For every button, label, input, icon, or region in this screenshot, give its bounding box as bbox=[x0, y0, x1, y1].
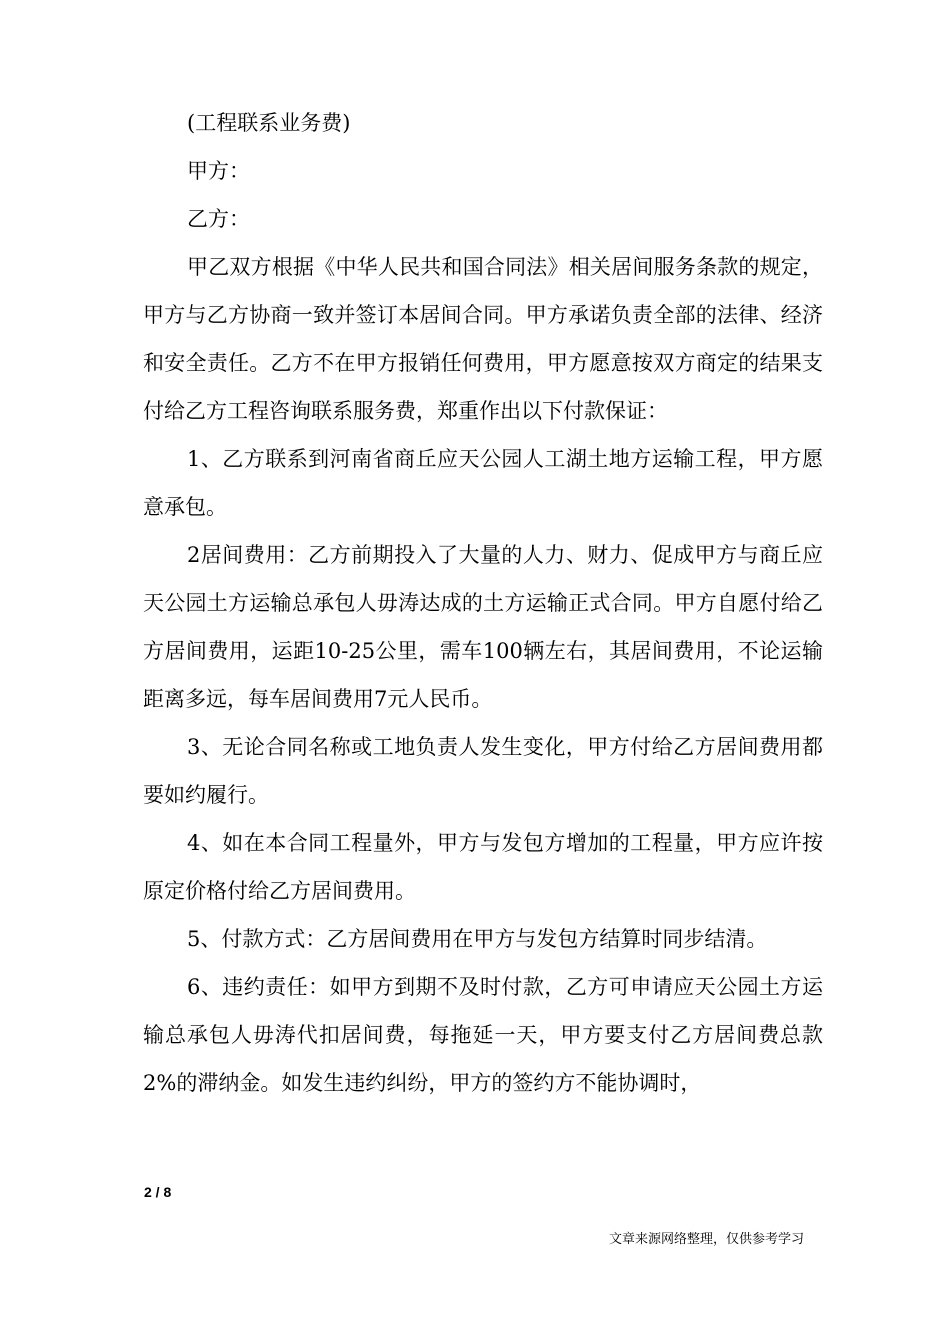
clause-5: 5、付款方式：乙方居间费用在甲方与发包方结算时同步结清。 bbox=[187, 927, 768, 951]
clause-4: 4、如在本合同工程量外，甲方与发包方增加的工程量，甲方应许按原定价格付给乙方居间费用。 bbox=[143, 831, 823, 903]
clause-2: 2居间费用：乙方前期投入了大量的人力、财力、促成甲方与商丘应天公园土方运输总承包人毋涛达成的土方运输正式合同。甲方自愿付给乙方居间费用，运距10-25公里，需车100辆左右，其居间费用，不论运输距离多远，每车居间费用7元人民币。 bbox=[143, 543, 823, 711]
party-b-line: 乙方： bbox=[187, 207, 250, 231]
party-a-line: 甲方： bbox=[187, 159, 250, 183]
page-number: 2 / 8 bbox=[144, 1184, 172, 1200]
clause-1: 1、乙方联系到河南省商丘应天公园人工湖土地方运输工程，甲方愿意承包。 bbox=[143, 447, 823, 519]
clause-3: 3、无论合同名称或工地负责人发生变化，甲方付给乙方居间费用都要如约履行。 bbox=[143, 735, 823, 807]
contract-subtitle: (工程联系业务费) bbox=[187, 111, 351, 135]
preamble-paragraph: 甲乙双方根据《中华人民共和国合同法》相关居间服务条款的规定，甲方与乙方协商一致并签订本居间合同。甲方承诺负责全部的法律、经济和安全责任。乙方不在甲方报销任何费用，甲方愿意按双方商定的结果支付给乙方工程咨询联系服务费，郑重作出以下付款保证： bbox=[143, 255, 823, 423]
document-body bbox=[143, 99, 823, 1107]
clause-6: 6、违约责任：如甲方到期不及时付款，乙方可申请应天公园土方运输总承包人毋涛代扣居间费，每拖延一天，甲方要支付乙方居间费总款 2%的滞纳金。如发生违约纠纷，甲方的签约方不能协调时， bbox=[143, 975, 823, 1095]
footer-note: 文章来源网络整理，仅供参考学习 bbox=[608, 1232, 804, 1247]
